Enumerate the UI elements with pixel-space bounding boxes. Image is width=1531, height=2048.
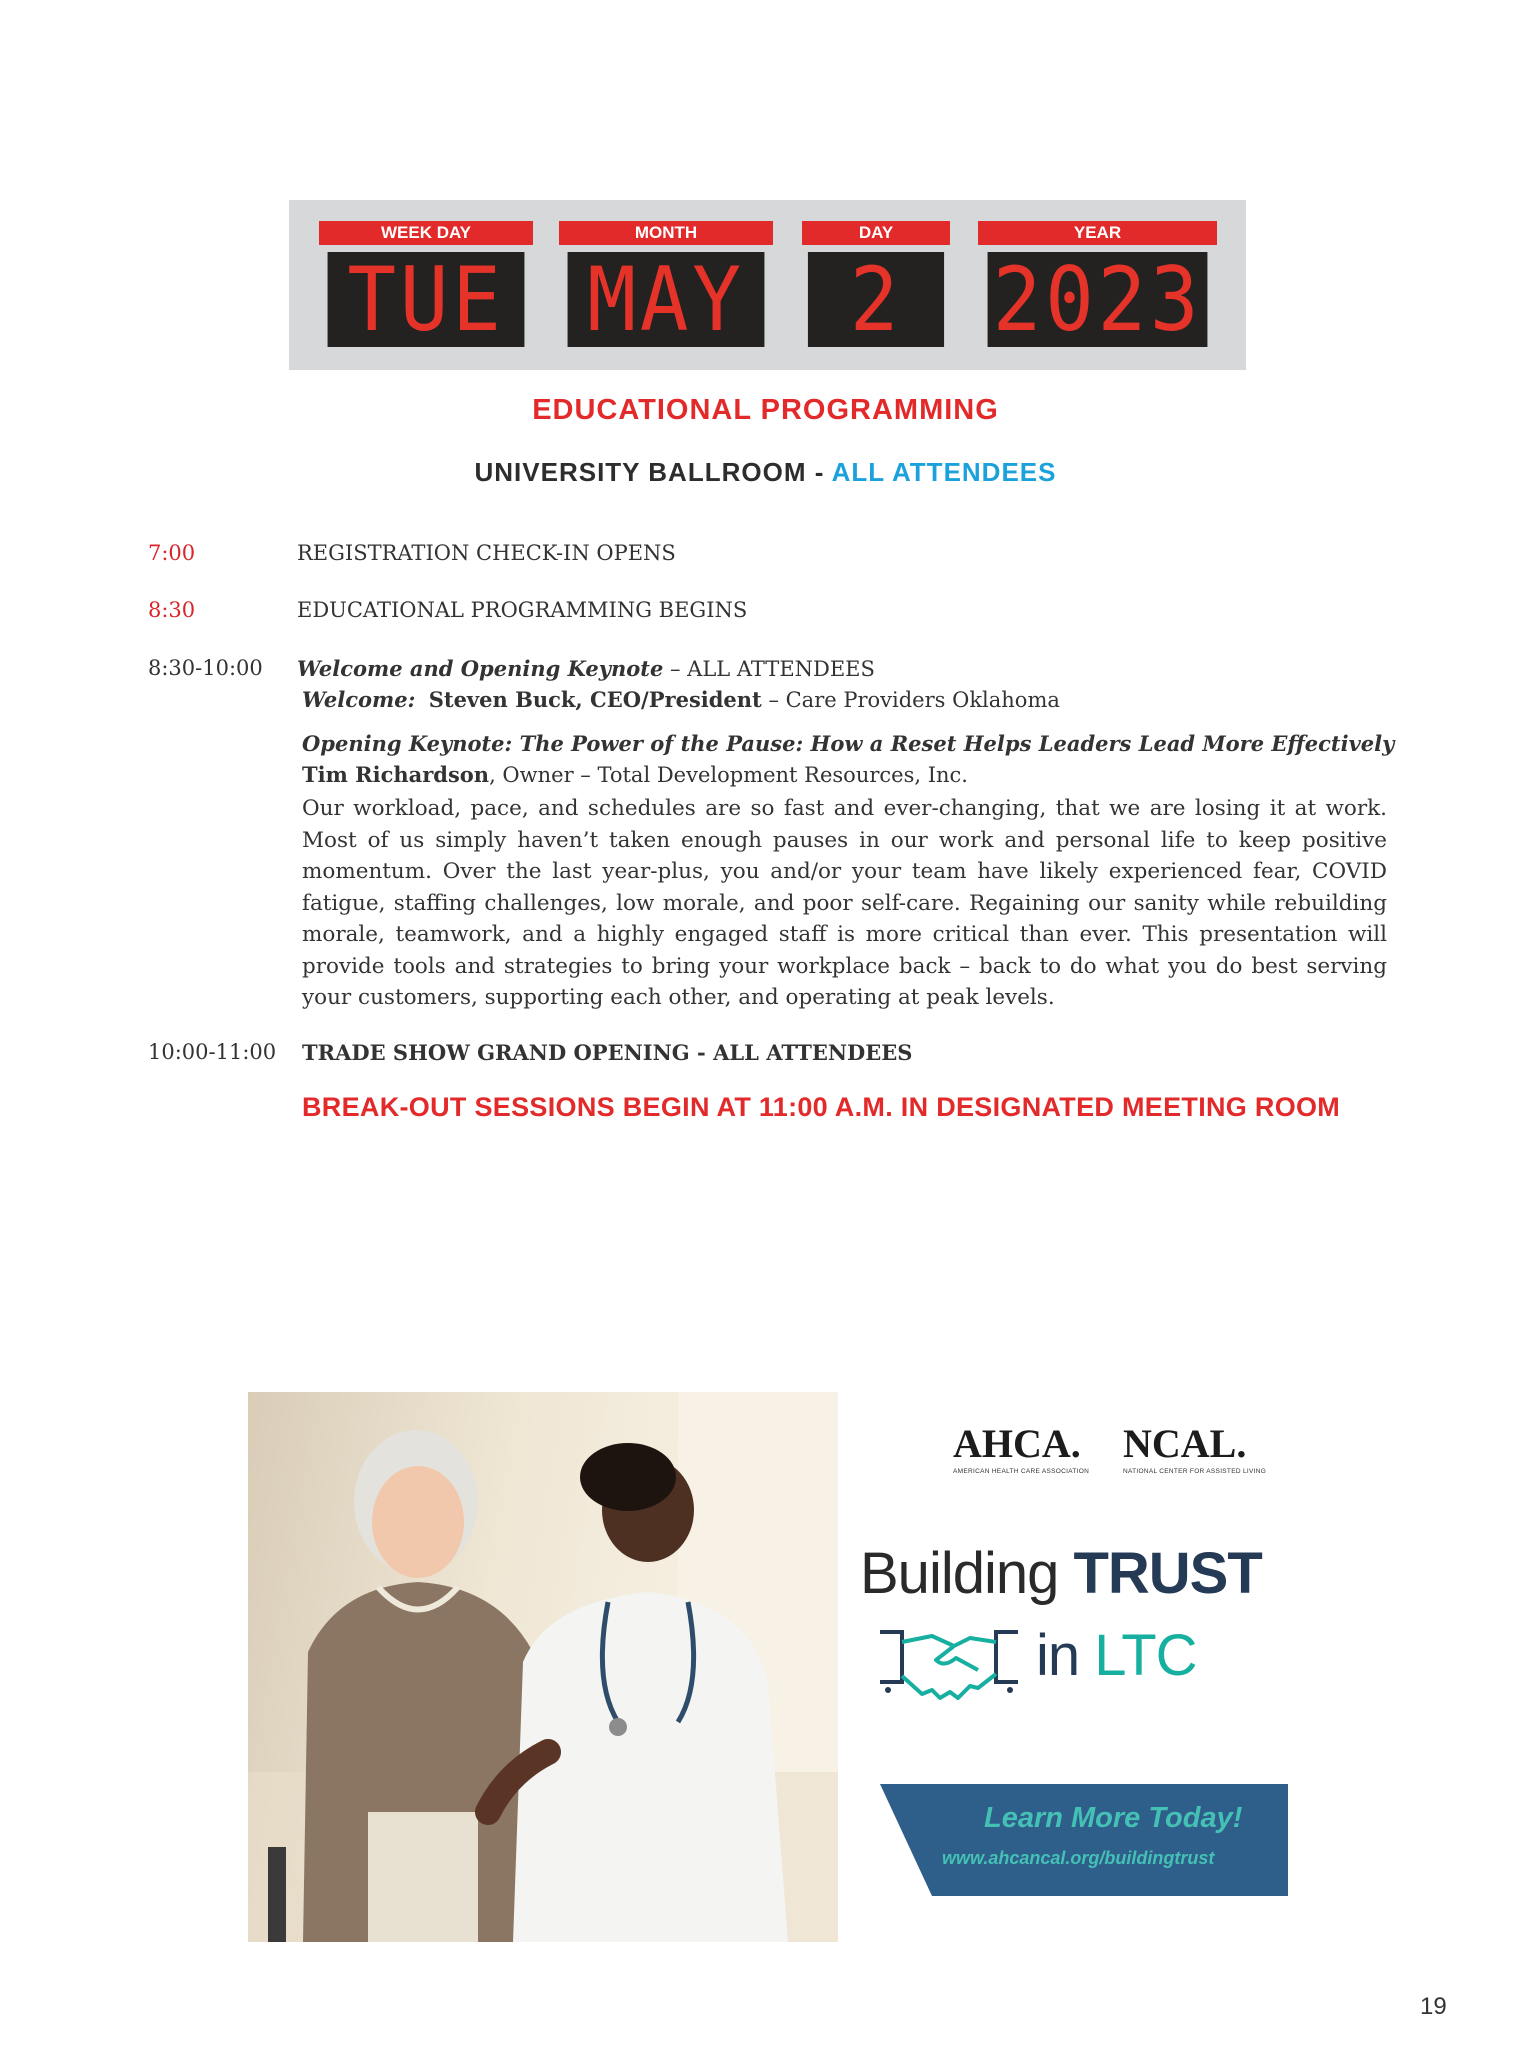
ahca-logo-subtitle: AMERICAN HEALTH CARE ASSOCIATION (953, 1468, 1090, 1475)
event-tradeshow: TRADE SHOW GRAND OPENING - ALL ATTENDEES (302, 1040, 913, 1065)
month-value: MAY (568, 252, 765, 347)
day-cell (802, 221, 950, 351)
event-programming: EDUCATIONAL PROGRAMMING BEGINS (297, 598, 748, 622)
building-trust-ad[interactable] (248, 1392, 1288, 1942)
ad-headline-line1 (860, 1540, 1262, 1607)
ad-building: Building (860, 1541, 1074, 1606)
room-audience: ALL ATTENDEES (831, 457, 1057, 487)
year-value: 2023 (988, 252, 1208, 347)
time-programming: 8:30 (148, 598, 196, 622)
keynote-session-audience: – ALL ATTENDEES (663, 657, 875, 681)
date-board (289, 200, 1246, 370)
ad-headline-line2 (1036, 1622, 1197, 1689)
weekday-label: WEEK DAY (319, 221, 533, 245)
welcome-line (302, 687, 1060, 712)
month-label: MONTH (559, 221, 773, 245)
time-keynote: 8:30-10:00 (148, 656, 263, 680)
speaker-name: Tim Richardson (302, 762, 490, 787)
ad-photo (248, 1392, 838, 1942)
welcome-label: Welcome: (302, 687, 416, 712)
event-keynote (297, 656, 875, 681)
ahca-logo: AHCA. (953, 1421, 1081, 1466)
ad-trust: TRUST (1073, 1541, 1262, 1606)
breakout-notice: BREAK-OUT SESSIONS BEGIN AT 11:00 A.M. IN DESIGNATED MEETING ROOM (302, 1092, 1341, 1122)
event-registration: REGISTRATION CHECK-IN OPENS (297, 541, 676, 565)
keynote-description: Our workload, pace, and schedules are so fast and ever-changing, that we are losing it at work. Most of us simply haven’t taken enough pauses in our work and personal life to keep positive momentum. Over the last year-plus, you and/or your team have likely experienced fear, COVID fatigue, staffing challenges, low morale, and poor self-care. Regaining our sanity while rebuilding morale, teamwork, and a highly engaged staff is more critical than ever. This presentation will provide tools and strategies to bring your workplace back – back to do what you do best serving your customers, supporting each other, and operating at peak levels. (302, 796, 1387, 1010)
keynote-session-title: Welcome and Opening Keynote (297, 656, 664, 681)
welcome-org: – Care Providers Oklahoma (761, 688, 1060, 712)
learn-more-text[interactable]: Learn More Today! (984, 1802, 1243, 1834)
ad-ltc: LTC (1094, 1623, 1197, 1688)
section-heading: EDUCATIONAL PROGRAMMING (532, 394, 999, 426)
learn-more-banner[interactable] (880, 1784, 1288, 1896)
time-registration: 7:00 (148, 541, 196, 565)
speaker-line (302, 762, 968, 787)
speaker-info: , Owner – Total Development Resources, Inc. (489, 763, 968, 787)
day-label: DAY (802, 221, 950, 245)
welcome-speaker: Steven Buck, CEO/President (428, 687, 762, 712)
ncal-logo: NCAL. (1123, 1421, 1247, 1466)
day-value: 2 (808, 252, 944, 347)
room-location: UNIVERSITY BALLROOM - (474, 457, 832, 487)
keynote-title: Opening Keynote: The Power of the Pause: How a Reset Helps Leaders Lead More Effectively (302, 731, 1395, 756)
caregiver-resident-illustration (248, 1392, 838, 1942)
ad-url-link[interactable]: www.ahcancal.org/buildingtrust (942, 1848, 1215, 1868)
room-heading (0, 457, 1531, 488)
page-number: 19 (1420, 1993, 1447, 2020)
time-tradeshow: 10:00-11:00 (148, 1040, 277, 1064)
year-cell (978, 221, 1217, 351)
ad-in: in (1036, 1623, 1095, 1688)
handshake-icon (874, 1624, 1024, 1706)
weekday-cell (319, 221, 533, 351)
weekday-value: TUE (328, 252, 525, 347)
month-cell (559, 221, 773, 351)
ncal-logo-subtitle: NATIONAL CENTER FOR ASSISTED LIVING (1123, 1468, 1267, 1475)
year-label: YEAR (978, 221, 1217, 245)
